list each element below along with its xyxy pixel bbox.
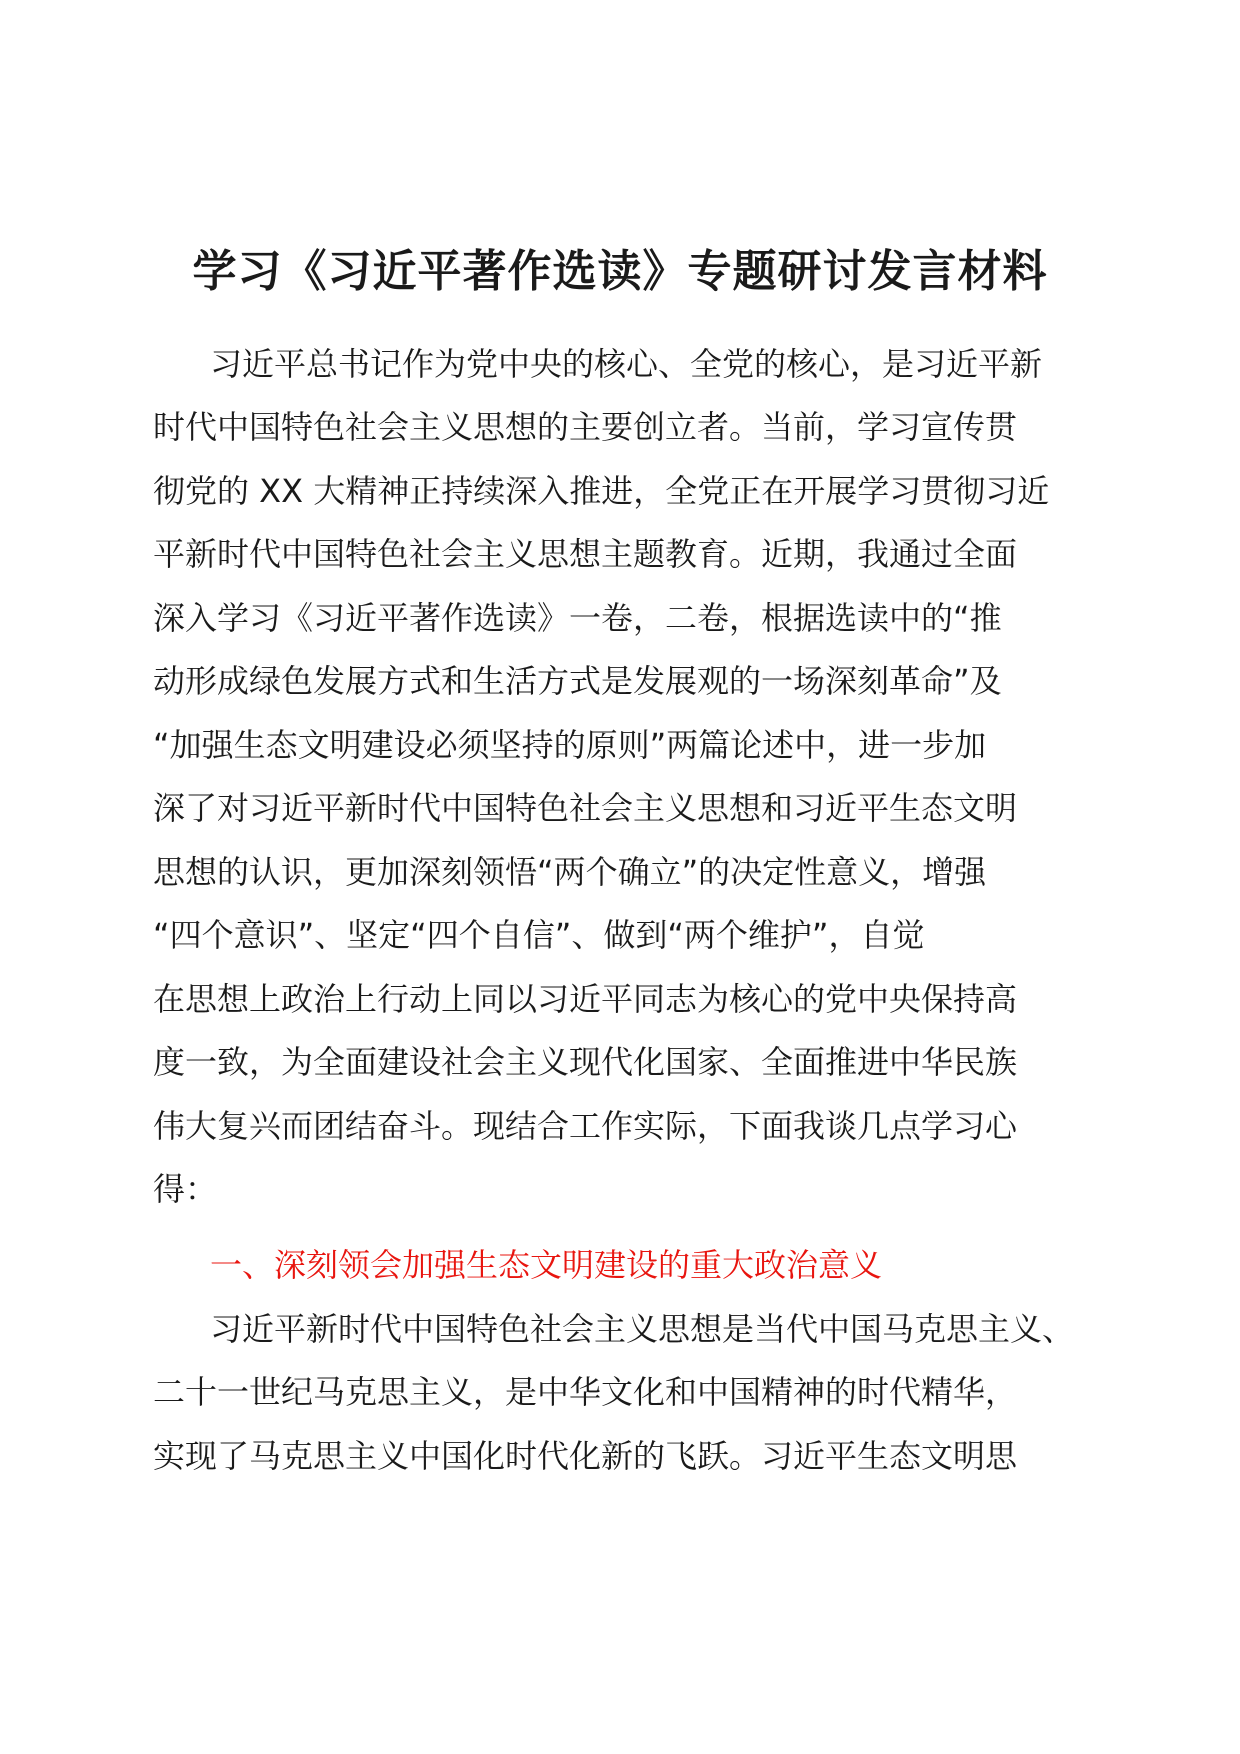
paragraph-line: 得：: [153, 1170, 218, 1208]
paragraph-line: 度一致，为全面建设社会主义现代化国家、全面推进中华民族: [153, 1043, 1018, 1081]
paragraph-line: 平新时代中国特色社会主义思想主题教育。近期，我通过全面: [153, 535, 1018, 573]
paragraph-line: 在思想上政治上行动上同以习近平同志为核心的党中央保持高: [153, 980, 1018, 1018]
paragraph-line: 习近平新时代中国特色社会主义思想是当代中国马克思主义、: [210, 1310, 1075, 1348]
paragraph-line: 习近平总书记作为党中央的核心、全党的核心，是习近平新: [210, 345, 1043, 383]
paragraph-line: 深了对习近平新时代中国特色社会主义思想和习近平生态文明: [153, 789, 1018, 827]
paragraph-line: 思想的认识，更加深刻领悟“两个确立”的决定性意义，增强: [153, 853, 987, 891]
paragraph-line: 动形成绿色发展方式和生活方式是发展观的一场深刻革命”及: [153, 662, 1002, 700]
paragraph-line: 时代中国特色社会主义思想的主要创立者。当前，学习宣传贯: [153, 408, 1018, 446]
paragraph-line: 彻党的 XX 大精神正持续深入推进，全党正在开展学习贯彻习近: [153, 472, 1050, 510]
paragraph-line: 伟大复兴而团结奋斗。现结合工作实际，下面我谈几点学习心: [153, 1107, 1018, 1145]
section-heading: 一、深刻领会加强生态文明建设的重大政治意义: [210, 1246, 883, 1284]
paragraph-line: “四个意识”、坚定“四个自信”、做到“两个维护”，自觉: [153, 916, 925, 954]
paragraph-line: 深入学习《习近平著作选读》一卷，二卷，根据选读中的“推: [153, 599, 1002, 637]
document-title: 学习《习近平著作选读》专题研讨发言材料: [192, 246, 1048, 297]
paragraph-line: “加强生态文明建设必须坚持的原则”两篇论述中，进一步加: [153, 726, 987, 764]
paragraph-line: 二十一世纪马克思主义，是中华文化和中国精神的时代精华，: [153, 1373, 1018, 1411]
paragraph-line: 实现了马克思主义中国化时代化新的飞跃。习近平生态文明思: [153, 1437, 1018, 1475]
